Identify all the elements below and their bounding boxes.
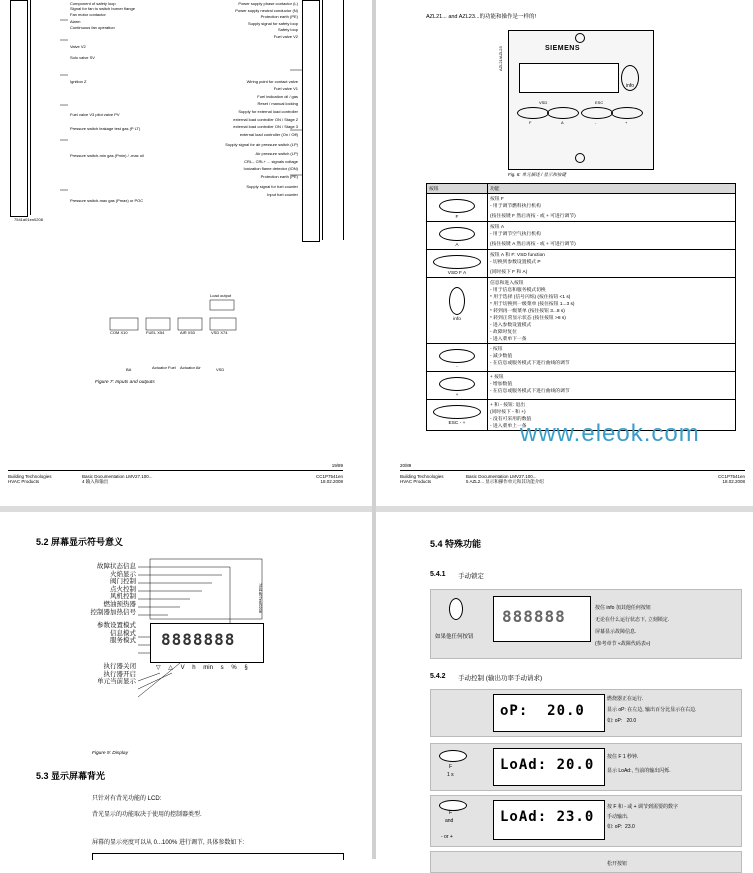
info-button[interactable]: info: [621, 65, 639, 91]
subsection-title: 手动锁定: [458, 573, 484, 580]
signal-item: Fan motor contactor: [70, 12, 106, 18]
manual-row-2: [430, 743, 742, 791]
text-line: 燃烧器正在运行.: [607, 696, 644, 702]
row-line: (按住按键 F 然后再按 - 或 + 可进行调节): [490, 214, 576, 219]
row-line: - 按钮: [490, 347, 503, 352]
bottom-label-2: Actuator Fuel: [152, 365, 176, 370]
table-head-function: 功能: [488, 184, 736, 194]
lock-text: [595, 602, 669, 650]
page-number: 20/89: [400, 463, 412, 468]
key-a-button[interactable]: [547, 107, 579, 119]
text-line: 显示 oP: 在左边, 输出百分比显示在右边.: [607, 707, 697, 713]
paragraph: 背光显示的功能取决于使用的控制器类型.: [92, 812, 202, 818]
key-label: - or +: [441, 834, 453, 840]
signal-item: Fuel valve V3 pilot valve PV: [70, 111, 120, 117]
footer-right-1: CC1P7541en: [717, 474, 745, 479]
page-display-symbols: [0, 513, 371, 859]
manual-row-4: [430, 851, 742, 873]
signal-item: Fuel indication oil / gas: [257, 93, 298, 99]
table-row: [427, 222, 736, 250]
label: 参数设置模式: [97, 622, 136, 630]
row-line: - 在信息或服务模式下进行曲线的调节: [490, 389, 570, 394]
label: 单元当前显示: [97, 678, 136, 686]
signal-item: Power supply neutral conductor (N): [235, 7, 298, 13]
bottom-label-2: Actuator Air: [180, 365, 201, 370]
unit: min: [203, 665, 213, 671]
signal-item: Supply signal for air pressure switch (LP): [225, 142, 298, 148]
unit: h: [192, 665, 196, 671]
row-line: 信息和进入按钮: [490, 281, 524, 286]
signal-item: Pressure switch leakage test gas (P LT): [70, 126, 141, 132]
f-key-icon: [439, 199, 475, 213]
row-text: [607, 750, 671, 778]
figure-caption: Figure 9: Display: [92, 751, 128, 756]
unit: s: [220, 665, 224, 671]
signal-item: external load controller ON / Stage 3: [233, 124, 298, 130]
text-line: 无论在什么运行状态下, 立刻锁定.: [595, 617, 670, 623]
footer-left-1: Building Technologies: [8, 474, 52, 479]
bottom-label: Load output: [210, 293, 232, 298]
footer-left-1: Building Technologies: [400, 474, 444, 479]
info-key-icon: [449, 287, 465, 315]
plus-key-icon: [439, 377, 475, 391]
key-label: ESC - +: [448, 421, 466, 426]
text-line: 如: oP: 23.0: [607, 824, 635, 830]
text-line: 屏幕显示故障信息.: [595, 629, 637, 635]
key-top-esc: ESC: [595, 100, 604, 105]
key-label-f: F: [529, 120, 532, 125]
manual-row-1: [430, 689, 742, 737]
signal-item: Continuous fan operation: [70, 25, 115, 31]
row-line: - 在信息或服务模式下进行曲线的调节: [490, 361, 570, 366]
signal-item: Solo valve SV: [70, 54, 95, 60]
text-line: 显示 LoAd:, 当前的输出闪烁.: [607, 768, 671, 774]
subsection-number: 5.4.2: [430, 673, 446, 680]
text-line: 按住 info 加其他任何按钮: [595, 605, 651, 611]
row-line: - 减少数值: [490, 354, 513, 359]
text-line: 松开按钮: [607, 861, 628, 867]
table-head-button: 按钮: [427, 184, 488, 194]
section-heading: 5.2 屏幕显示符号意义: [36, 537, 124, 547]
signal-item: Supply for external load controller: [238, 108, 298, 114]
subsection-title: 手动控制 (输出功率手动请求): [458, 675, 543, 682]
lcd-display: 888888: [493, 596, 591, 642]
footer-right-1: CC1P7541en: [315, 474, 343, 479]
key-label-minus: -: [595, 120, 597, 125]
table-row: [427, 250, 736, 278]
signal-item: Alarm: [70, 18, 81, 24]
row-line: - 进入菜单下一条: [490, 337, 527, 342]
label: 火焰显示: [110, 570, 136, 578]
minus-key-icon: [439, 349, 475, 363]
signal-item: Ionization flame detector (ION): [243, 166, 298, 172]
bottom-label: FUEL X54: [146, 330, 165, 335]
side-label: AZL21/AZL23: [498, 46, 503, 71]
unit: §: [244, 665, 248, 671]
footer-left-2: HVAC Products: [8, 479, 40, 484]
key-plus-button[interactable]: [611, 107, 643, 119]
signal-item: Protection earth (PE): [260, 14, 298, 20]
row-line: - 用于信息和服务模式切换: [490, 288, 546, 293]
signal-item: Component of safety loop: [70, 1, 116, 6]
section-heading: 5.4 特殊功能: [430, 539, 482, 549]
row-line: - 没有可采用的数值: [490, 417, 532, 422]
wiring-lines: [0, 0, 371, 505]
key-label: F: [449, 764, 453, 770]
lcd-display: [519, 63, 619, 93]
row-line: + 按钮: [490, 375, 504, 380]
key-label: F: [455, 215, 459, 220]
bottom-label-2: VSD: [216, 367, 225, 372]
paragraph: 只针对有背光功能的 LCD:: [92, 796, 162, 802]
brand-logo: SIEMENS: [545, 45, 581, 52]
row-line: - 用于调节空气执行机构: [490, 232, 541, 237]
signal-item: Supply signal for safety loop: [247, 20, 298, 26]
row-line: - 进入参数设置模式: [490, 323, 532, 328]
footer: [400, 463, 745, 484]
display-value: oP: 20.0: [500, 703, 585, 719]
label: 风机控制: [110, 593, 136, 601]
label: 执行器开启: [103, 670, 136, 678]
label: 控制器加热信号: [90, 608, 136, 616]
signal-item: Valve V2: [70, 43, 86, 49]
lcd-display: [493, 748, 605, 786]
signal-item: Supply signal for fuel counter: [246, 184, 298, 190]
row-line: - 进入菜单上一条: [490, 424, 527, 429]
row-line: (按住按键 A 然后再按 - 或 + 可进行调节): [490, 242, 576, 247]
row-line: * 用于切换到一级菜单 (按住按钮 1...3 s): [490, 302, 575, 307]
footer-right-2: 18.02.2008: [722, 479, 745, 484]
footer-mid-1: Basic Documentation LMV27.100...: [82, 474, 153, 479]
info-key-icon: [449, 598, 463, 620]
key-top-vsd: VSD: [539, 100, 548, 105]
key-label: info: [453, 317, 461, 322]
bottom-label: AIR X53: [180, 330, 195, 335]
label: 服务模式: [110, 637, 136, 645]
screw-top-icon: [575, 33, 585, 43]
table-row: [427, 278, 736, 344]
lock-button-label: 如果他任何按钮: [435, 634, 474, 640]
unit: ▽: [156, 665, 161, 671]
unit: △: [168, 665, 173, 671]
bottom-label: VSD X74: [211, 330, 228, 335]
signal-item: Pressure switch-min gas (Pmin) / -max oil: [70, 152, 144, 158]
key-label: -: [456, 365, 458, 370]
label: 故障状态信息: [97, 563, 136, 570]
button-function-table: [426, 183, 736, 431]
display-value: LoAd: 23.0: [500, 809, 595, 825]
signal-item: Fuel valve V1: [273, 86, 298, 92]
row-line: 按钮 F: [490, 197, 504, 202]
unit: V: [180, 665, 185, 671]
label: 燃油预热器: [103, 600, 136, 608]
signal-item: Safety loop: [277, 27, 298, 33]
display-value: LoAd: 20.0: [500, 757, 595, 773]
drawing-id: 7541a01en0208: [14, 217, 43, 222]
esc-key-icon: [433, 405, 481, 419]
row-line: * 转到再一级菜单 (按住按钮 3...8 s): [490, 309, 565, 314]
key-minus-button[interactable]: [581, 107, 613, 119]
signal-item: CRL-, CRL+ ... signals voltage: [244, 158, 298, 164]
row-line: * 用于选择 (信号闪烁) (按住按钮 <1 s): [490, 295, 571, 300]
text-line: 如: oP: 20.0: [607, 718, 637, 724]
manual-row-3: [430, 795, 742, 847]
vsd-key-icon: [433, 255, 481, 269]
subsection-number: 5.4.1: [430, 571, 446, 578]
row-line: 按钮 A: [490, 225, 505, 230]
footer-right-2: 18.02.2008: [320, 479, 343, 484]
signal-item: Pressure switch-max gas (Pmax) or POC: [70, 197, 144, 203]
key-label: and: [445, 818, 454, 824]
figure-caption: Figure 7: Inputs and outputs: [95, 380, 155, 385]
f-key-icon: [439, 750, 467, 762]
signal-item: Power supply phase contactor (L): [238, 1, 298, 6]
row-line: - 用于调节燃料执行机构: [490, 204, 541, 209]
intro-text: AZL21... and AZL23...的功能和操作是一样的!: [426, 14, 537, 20]
row-text: [607, 802, 678, 832]
lcd-display: [493, 694, 605, 732]
signal-item: Reset / manual locking: [257, 101, 298, 107]
watermark: www.eleok.com: [520, 420, 700, 447]
key-label: A: [455, 243, 459, 248]
row-line: - 增加数值: [490, 382, 513, 387]
key-label: F: [449, 810, 453, 816]
key-label-a: A: [561, 120, 564, 125]
text-line: 手动输出.: [607, 814, 629, 820]
signal-item: Signal for fan to switch burner flange: [70, 5, 135, 11]
lock-row: [430, 589, 742, 659]
signal-item: Air pressure switch (LP): [255, 150, 298, 156]
a-key-icon: [439, 227, 475, 241]
key-label: 1 s: [447, 772, 454, 778]
key-label-plus: +: [625, 120, 628, 125]
row-text: [607, 694, 696, 727]
label: 点火控制: [110, 585, 136, 593]
label: 阀门控制: [110, 578, 136, 586]
figure-caption: Fig. 8: 单元描述 / 显示和按键: [508, 172, 567, 177]
signal-item: Ignition Z: [70, 79, 87, 85]
text-line: 按 F 和 - 或 + 调节到需要的数字: [607, 804, 678, 810]
page-19: [0, 0, 371, 505]
signal-item: Wiring point for contact valve: [246, 78, 298, 84]
lcd-display: [493, 800, 605, 840]
signal-item: Fuel valve V2: [273, 33, 298, 39]
unit: %: [231, 665, 237, 671]
row-line: + 和 - 按钮: 退出: [490, 403, 526, 408]
signal-item: external load controller (On / Off): [239, 131, 298, 137]
section-heading: 5.3 显示屏幕背光: [36, 771, 106, 781]
footer-mid-2: 5 AZL2... 显示和操作单元和其功能介绍: [466, 479, 544, 484]
text-line: (参考章节 «故障代码表»): [595, 641, 651, 647]
horizontal-divider: [0, 506, 753, 512]
row-line: 按钮 A 和 F: VSD function: [490, 253, 545, 258]
row-line: * 转到正常显示状态 (按住按钮 >8 s): [490, 316, 566, 321]
page-special-functions: [376, 513, 753, 867]
row-line: - 故障时复位: [490, 330, 517, 335]
footer: [8, 463, 343, 484]
screw-bottom-icon: [575, 153, 585, 163]
signal-item: Input fuel counter: [267, 191, 298, 197]
key-f-button[interactable]: [517, 107, 549, 119]
label: 信息模式: [110, 629, 136, 637]
key-label: VSD F A: [447, 271, 467, 276]
table-row: [427, 344, 736, 372]
footer-mid-1: Basic Documentation LMV27.100...: [466, 474, 537, 479]
table-top: [92, 853, 344, 860]
table-row: [427, 194, 736, 222]
row-line: (同时按下 - 和 +): [490, 410, 526, 415]
row-line: (同时按下 F 和 A): [490, 270, 528, 275]
paragraph: 屏幕的显示亮度可以从 0...100% 进行调节, 具体参数如下:: [92, 840, 245, 846]
azl-unit: [498, 30, 654, 170]
text-line: 按住 F 1 秒钟.: [607, 754, 639, 760]
leader-lines: [0, 513, 371, 713]
page-number: 19/89: [331, 463, 343, 468]
footer-mid-2: 4 输入和输出: [82, 479, 109, 484]
footer-left-2: HVAC Products: [400, 479, 432, 484]
table-row: [427, 372, 736, 400]
bottom-label: COM X10: [110, 330, 128, 335]
label: 执行器关闭: [103, 662, 136, 670]
signal-item: external load controller ON / Stage 2: [233, 116, 298, 122]
segment-row: 8888888: [161, 630, 236, 649]
signal-item: Protection earth (PE): [260, 173, 298, 179]
bottom-label-2: BA: [126, 367, 132, 372]
key-label: +: [455, 393, 459, 398]
drawing-id: 7541d07en/0208: [258, 583, 263, 614]
f-key-icon: [439, 800, 467, 811]
row-line: - 切换到参数设置模式 P: [490, 260, 541, 265]
